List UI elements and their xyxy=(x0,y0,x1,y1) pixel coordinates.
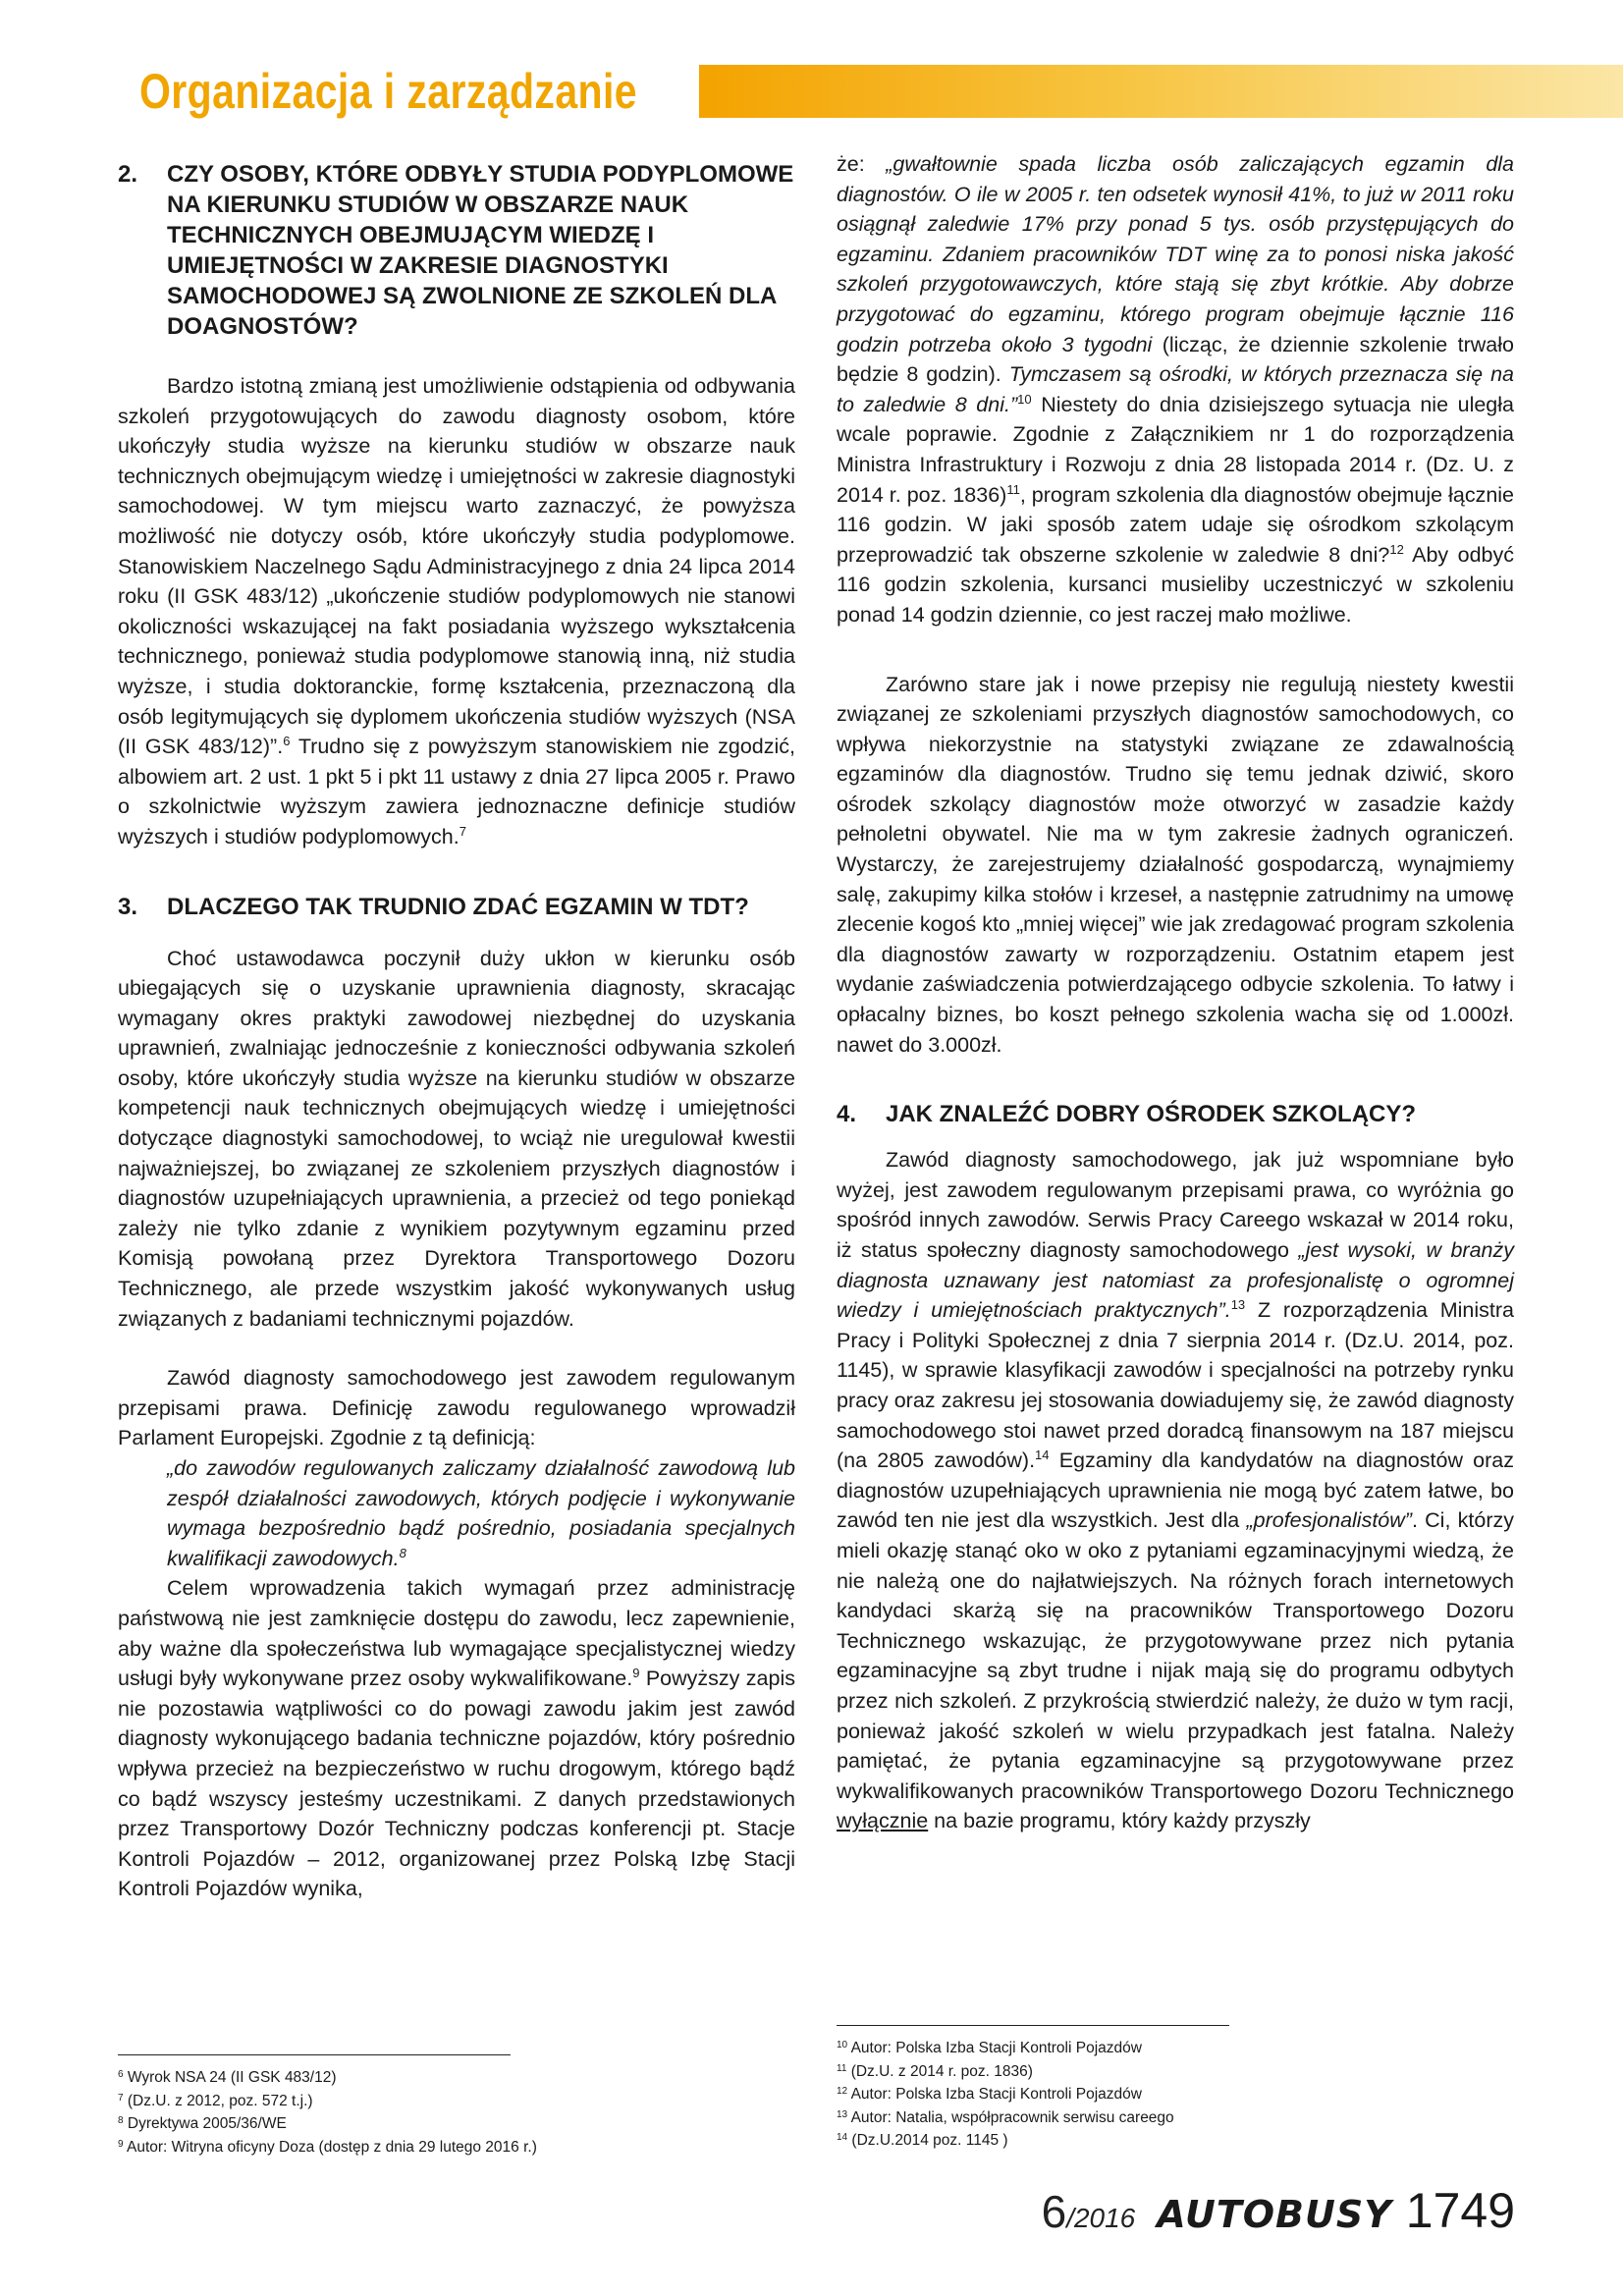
footnote-ref: 13 xyxy=(1230,1297,1246,1313)
footnote: $^6$ Wyrok NSA 24 (II GSK 483/12) xyxy=(118,2069,337,2086)
footnotes-left xyxy=(118,2066,805,2159)
footnote-rule xyxy=(118,2054,511,2055)
section-number: 2. xyxy=(118,161,138,188)
footnote: $^7$ (Dz.U. z 2012, poz. 572 t.j.) xyxy=(118,2092,313,2109)
footnote: $^{10}$ Autor: Polska Izba Stacji Kontroli Pojazdów xyxy=(837,2040,1142,2056)
paragraph: Choć ustawodawca poczynił duży ukłon w kierunku osób ubiegających się o uzyskanie uprawnienia diagnosty, skracając wymagany okres praktyki zawodowej niezbędnej do uzyskania uprawnień, zwalniając jednocześnie z konieczności odbywania szkoleń osoby, które ukończyły studia wyższe na kierunku studiów w obszarze kompetencji nauk technicznych obejmujących wiedzę i umiejętności dotyczące diagnostyki samochodowej, to wciąż nie uregulował kwestii najważniejszej, bo związanej ze szkoleniem przyszłych diagnostów i diagnostów uzupełniających uprawnienia, a przecież od tego poniekąd zależy nie tylko zdanie z wynikiem pozytywnym egzaminu przed Komisją powołaną przez Dyrektora Transportowego Dozoru Technicznego, ale przede wszystkim jakość wykonywanych usług związanych z badaniami technicznymi pojazdów. xyxy=(118,946,795,1331)
footnote-ref: 7 xyxy=(459,823,466,839)
section-heading-text: CZY OSOBY, KTÓRE ODBYŁY STUDIA PODYPLOMOWE NA KIERUNKU STUDIÓW W OBSZARZE NAUK TECHNICZNYCH OBEJMUJĄCYM WIEDZĘ I UMIEJĘTNOŚCI W ZAKRESIE DIAGNOSTYKI SAMOCHODOWEJ SĄ ZWOLNIONE ZE SZKOLEŃ DLA DOAGNOSTÓW? xyxy=(167,161,794,340)
right-column xyxy=(837,149,1514,1836)
footnote-ref: 9 xyxy=(632,1666,640,1681)
footnotes-right xyxy=(837,2037,1524,2153)
section-2-heading xyxy=(118,159,795,342)
issue-number: 6/2016 xyxy=(1041,2186,1136,2237)
paragraph: Zarówno stare jak i nowe przepisy nie regulują niestety kwestii związanej ze szkoleniami przyszłych diagnostów samochodowych, co wpływa niekorzystnie na statystyki związane ze zdawalnością egzaminów dla diagnostów. Trudno się temu jednak dziwić, skoro ośrodek szkolący diagnostów może otworzyć w zasadzie każdy pełnoletni obywatel. Nie ma w tym zakresie żadnych ograniczeń. Wystarczy, że zarejestrujemy działalność gospodarczą, wynajmiemy salę, zakupimy kilka stołów i krzeseł, a następnie zatrudnimy na umowę zlecenie kogoś kto „mniej więcej” wie jak zredagować program szkolenia dla diagnostów zawarty w rozporządzeniu. Ostatnim etapem jest wydanie zaświadczenia potwierdzającego odbycie szkolenia. To łatwy i opłacalny biznes, bo koszt pełnego szkolenia wacha się od 1.000zł. nawet do 3.000zł. xyxy=(837,672,1514,1057)
footnote-ref: 6 xyxy=(283,734,291,749)
footnote-ref: 11 xyxy=(1006,481,1020,497)
footnote: $^{14}$ (Dz.U.2014 poz. 1145 ) xyxy=(837,2132,1008,2149)
section-title: Organizacja i zarządzanie xyxy=(139,64,638,119)
section-3-heading xyxy=(118,892,795,922)
footnote-ref: 10 xyxy=(1017,391,1032,407)
section-number: 4. xyxy=(837,1101,857,1128)
paragraph: Zawód diagnosty samochodowego jest zawodem regulowanym przepisami prawa. Definicję zawodu regulowanego wprowadził Parlament Europejski. Zgodnie z tą definicją: xyxy=(118,1366,795,1450)
footnote-rule xyxy=(837,2025,1229,2026)
footnote: $^9$ Autor: Witryna oficyny Doza (dostęp z dnia 29 lutego 2016 r.) xyxy=(118,2138,537,2156)
page-footer xyxy=(1042,2182,1515,2251)
paragraph: Zawód diagnosty samochodowego, jak już wspomniane było wyżej, jest zawodem regulowanym przepisami prawa, co wyróżnia go spośród innych zawodów. Serwis Pracy Careego wskazał w 2014 roku, iż status społeczny diagnosty samochodowego „jest wysoki, w branży diagnosta uznawany jest natomiast za profesjonalistę o ogromnej wiedzy i umiejętnościach praktycznych”.$^{13}$ Z rozporządzenia Ministra Pracy i Polityki Społecznej z dnia 7 sierpnia 2014 r. (Dz.U. 2014, poz. 1145), w sprawie klasyfikacji zawodów i specjalności na potrzeby rynku pracy oraz zakresu jej stosowania dowiadujemy się, że zawód diagnosty samochodowego stoi nawet przed doradcą finansowym na 187 miejscu (na 2805 zawodów).$^{14}$ Egzaminy dla kandydatów na diagnostów oraz diagnostów uzupełniających uprawnienia nie mogą być zatem łatwe, bo zawód ten nie jest dla wszystkich. Jest dla „profesjonalistów”. Ci, którzy mieli okazję stanąć oko w oko z pytaniami egzaminacyjnymi wiedzą, że nie należą one do najłatwiejszych. Na różnych forach internetowych kandydaci skarżą się na pracowników Transportowego Dozoru Technicznego wskazując, że przygotowywane przez nich pytania egzaminacyjne są zbyt trudne i nijak mają się do programu odbytych przez nich szkoleń. Z przykrością stwierdzić należy, że dużo w tym racji, ponieważ jakość szkoleń w wielu przypadkach jest fatalna. Należy pamiętać, że pytania egzaminacyjne są przygotowywane przez wykwalifikowanych pracowników Transportowego Dozoru Technicznego wyłącznie na bazie programu, który każdy przyszły xyxy=(837,1148,1514,1833)
footnote: $^{13}$ Autor: Natalia, współpracownik serwisu careego xyxy=(837,2108,1174,2126)
paragraph: Bardzo istotną zmianą jest umożliwienie odstąpienia od odbywania szkoleń przygotowujących do zawodu diagnosty osobom, które ukończyły studia wyższe na kierunku studiów w obszarze nauk technicznych obejmującym wiedzę i umiejętności w zakresie diagnostyki samochodowej. W tym miejscu warto zaznaczyć, że powyższa możliwość nie dotyczy osób, które ukończyły studia podyplomowe. Stanowiskiem Naczelnego Sądu Administracyjnego z dnia 24 lipca 2014 roku (II GSK 483/12) „ukończenie studiów podyplomowych nie stanowi okoliczności wskazującej na fakt posiadania wyższego wykształcenia technicznego, ponieważ studia podyplomowe stanowią inną, niż studia wyższe, i studia doktoranckie, formę kształcenia, przeznaczoną dla osób legitymujących się dyplomem ukończenia studiów wyższych (NSA (II GSK 483/12)”.$^6$ Trudno się z powyższym stanowiskiem nie zgodzić, albowiem art. 2 ust. 1 pkt 5 i pkt 11 ustawy z dnia 27 lipca 2005 r. Prawo o szkolnictwie wyższym zawiera jednoznaczne definicje studiów wyższych i studiów podyplomowych.$^7$ xyxy=(118,374,795,848)
quote: „do zawodów regulowanych zaliczamy działalność zawodową lub zespół działalności zawodowych, których podjęcie i wykonywanie wymaga bezpośrednio bądź pośrednio, posiadania specjalnych kwalifikacji zawodowych.$^8$ xyxy=(167,1456,795,1570)
section-4-heading xyxy=(837,1099,1514,1129)
footnote-ref: 12 xyxy=(1389,541,1404,557)
masthead-color-bar xyxy=(699,65,1623,118)
footnote-ref: 14 xyxy=(1035,1448,1050,1463)
section-heading-text: JAK ZNALEŹĆ DOBRY OŚRODEK SZKOLĄCY? xyxy=(886,1101,1417,1128)
left-column xyxy=(118,159,795,1904)
section-heading-text: DLACZEGO TAK TRUDNIO ZDAĆ EGZAMIN W TDT? xyxy=(167,893,749,920)
magazine-brand: AUTOBUSY xyxy=(1157,2193,1392,2236)
footnote: $^{11}$ (Dz.U. z 2014 r. poz. 1836) xyxy=(837,2062,1033,2080)
masthead xyxy=(0,61,1623,122)
paragraph: Celem wprowadzenia takich wymagań przez administrację państwową nie jest zamknięcie dostępu do zawodu, lecz zapewnienie, aby ważne dla społeczeństwa lub wymagające specjalistycznej wiedzy usługi były wykonywane przez osoby wykwalifikowane.$^9$ Powyższy zapis nie pozostawia wątpliwości co do powagi zawodu jakim jest zawód diagnosty wykonującego badania techniczne pojazdów, który pośrednio wpływa przecież na bezpieczeństwo w ruchu drogowym, którego bądź co bądź wszyscy jesteśmy uczestnikami. Z danych przedstawionych przez Transportowy Dozór Techniczny podczas konferencji pt. Stacje Kontroli Pojazdów – 2012, organizowanej przez Polską Izbę Stacji Kontroli Pojazdów wynika, xyxy=(118,1576,795,1901)
paragraph: że: „gwałtownie spada liczba osób zaliczających egzamin dla diagnostów. O ile w 2005 r. ten odsetek wynosił 41%, to już w 2011 roku osiągnął zaledwie 17% przy ponad 5 tys. osób przystępujących do egzaminu. Zdaniem pracowników TDT winę za to ponosi niska jakość szkoleń przygotowawczych, które stają się zbyt krótkie. Aby dobrze przygotować do egzaminu, którego program obejmuje łącznie 116 godzin potrzeba około 3 tygodni (licząc, że dziennie szkolenie trwało będzie 8 godzin). Tymczasem są ośrodki, w których przeznacza się na to zaledwie 8 dni.”$^{10}$ Niestety do dnia dzisiejszego sytuacja nie uległa wcale poprawie. Zgodnie z Załącznikiem nr 1 do rozporządzenia Ministra Infrastruktury i Rozwoju z dnia 28 listopada 2014 r. (Dz. U. z 2014 r. poz. 1836)$^{11}$, program szkolenia dla diagnostów obejmuje łącznie 116 godzin. W jaki sposób zatem udaje się ośrodkom szkolącym przeprowadzić tak obszerne szkolenie w zaledwie 8 dni?$^{12}$ Aby odbyć 116 godzin szkolenia, kursanci musieliby uczestniczyć w szkoleniu ponad 14 godzin dziennie, co jest raczej mało możliwe. xyxy=(837,152,1515,627)
footnote-ref: 8 xyxy=(399,1545,406,1560)
footnote: $^8$ Dyrektywa 2005/36/WE xyxy=(118,2115,287,2132)
page-number: 1749 xyxy=(1405,2183,1515,2238)
section-number: 3. xyxy=(118,893,138,920)
footnote: $^{12}$ Autor: Polska Izba Stacji Kontroli Pojazdów xyxy=(837,2086,1142,2103)
